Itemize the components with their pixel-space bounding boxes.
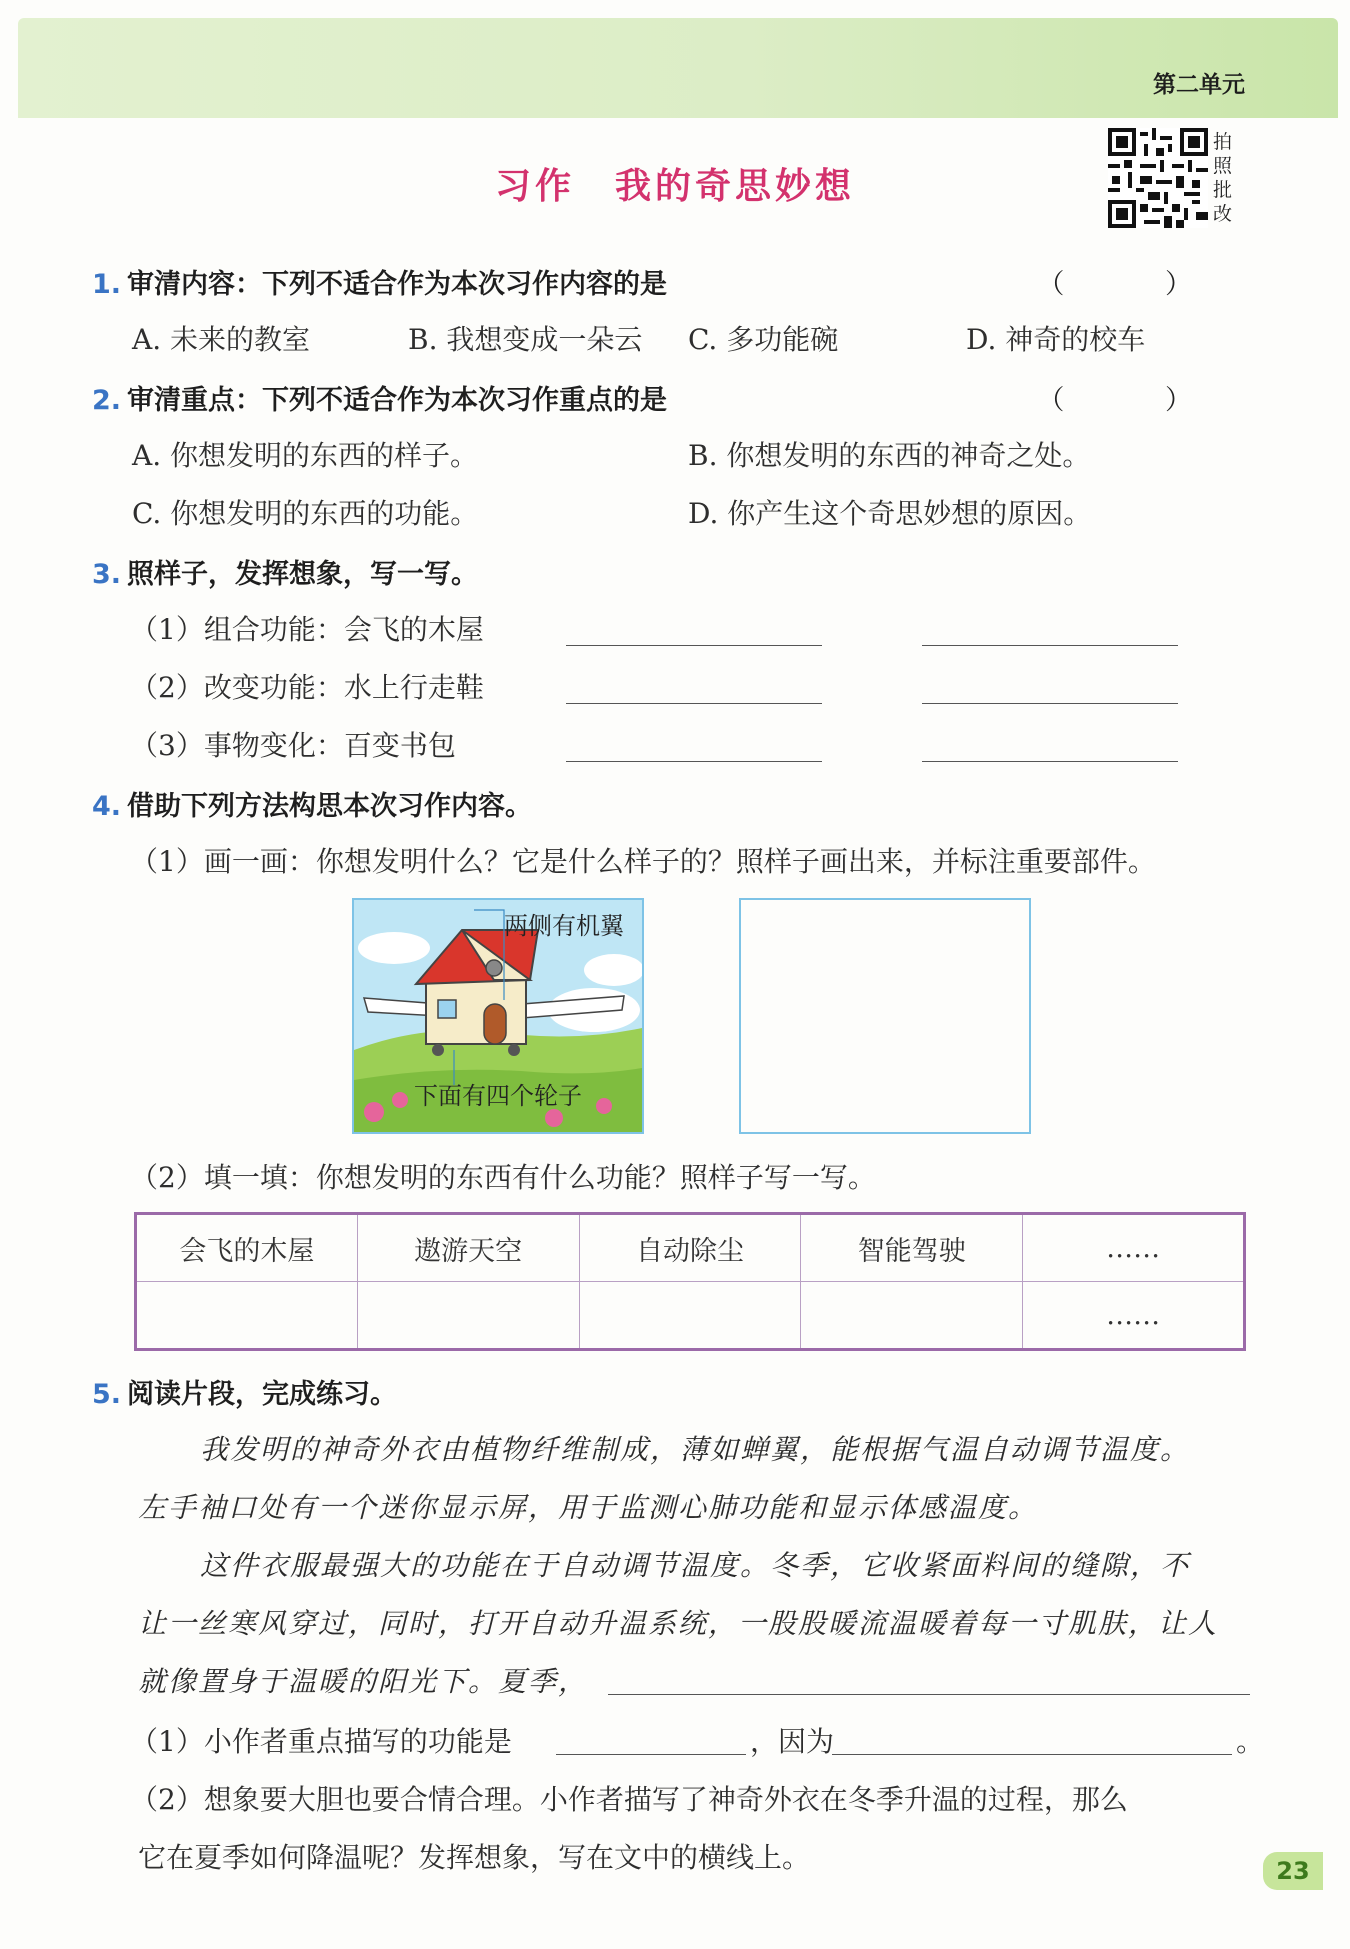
page-number: 23 <box>1263 1852 1323 1890</box>
q4-sub-2: （2）填一填：你想发明的东西有什么功能？照样子写一写。 <box>130 1161 876 1194</box>
fig-label-wings: 两侧有机翼 <box>504 912 624 940</box>
passage-line: 让一丝寒风穿过，同时，打开自动升温系统，一股股暖流温暖着每一寸肌肤，让人 <box>138 1607 1219 1640</box>
q1-option-c[interactable]: C. 多功能碗 <box>688 323 839 356</box>
question-1-text: 审清内容：下列不适合作为本次习作内容的是 <box>127 269 668 300</box>
answer-paren-2[interactable]: （ ） <box>1037 385 1238 416</box>
q3-blank-3b[interactable] <box>922 761 1178 762</box>
question-2-number: 2. <box>92 385 122 416</box>
table-cell: 智能驾驶 <box>801 1214 1023 1282</box>
question-3 <box>92 552 478 591</box>
q3-blank-3a[interactable] <box>566 761 822 762</box>
drawing-area[interactable] <box>739 898 1031 1134</box>
table-cell: …… <box>1023 1282 1245 1350</box>
qr-code-icon[interactable] <box>1108 128 1208 228</box>
question-1-number: 1. <box>92 269 122 300</box>
fig-label-wheels: 下面有四个轮子 <box>414 1082 582 1110</box>
q1-option-b[interactable]: B. 我想变成一朵云 <box>408 323 643 356</box>
q3-item-3: （3）事物变化：百变书包 <box>130 729 456 762</box>
q3-blank-1b[interactable] <box>922 645 1178 646</box>
question-5-number: 5. <box>92 1379 122 1410</box>
q2-option-b[interactable]: B. 你想发明的东西的神奇之处。 <box>688 439 1091 472</box>
table-cell-input[interactable] <box>136 1282 358 1350</box>
question-2-text: 审清重点：下列不适合作为本次习作重点的是 <box>127 385 668 416</box>
q3-blank-1a[interactable] <box>566 645 822 646</box>
qr-caption: 拍照批改 <box>1213 131 1233 225</box>
q2-option-c[interactable]: C. 你想发明的东西的功能。 <box>132 497 479 530</box>
function-table <box>134 1212 1246 1351</box>
passage-blank[interactable] <box>608 1694 1250 1695</box>
table-cell-input[interactable] <box>579 1282 801 1350</box>
q5-sub-1b: ，因为 <box>750 1725 835 1758</box>
q2-option-a[interactable]: A. 你想发明的东西的样子。 <box>132 439 479 472</box>
header-band <box>18 18 1338 118</box>
table-cell: 遨游天空 <box>357 1214 579 1282</box>
table-cell-input[interactable] <box>801 1282 1023 1350</box>
q3-blank-2b[interactable] <box>922 703 1178 704</box>
passage-line: 我发明的神奇外衣由植物纤维制成，薄如蝉翼，能根据气温自动调节温度。 <box>200 1433 1191 1466</box>
question-2 <box>92 378 667 417</box>
q3-item-2: （2）改变功能：水上行走鞋 <box>130 671 484 704</box>
table-row <box>136 1282 1245 1350</box>
question-4 <box>92 784 532 823</box>
question-3-text: 照样子，发挥想象，写一写。 <box>127 559 479 590</box>
example-illustration <box>352 898 644 1134</box>
question-4-text: 借助下列方法构思本次习作内容。 <box>127 791 533 822</box>
question-5-text: 阅读片段，完成练习。 <box>127 1379 398 1410</box>
passage-line: 这件衣服最强大的功能在于自动调节温度。冬季，它收紧面料间的缝隙，不 <box>200 1549 1191 1582</box>
q1-option-a[interactable]: A. 未来的教室 <box>132 323 311 356</box>
passage-line: 左手袖口处有一个迷你显示屏，用于监测心肺功能和显示体感温度。 <box>138 1491 1039 1524</box>
q5-blank-reason[interactable] <box>832 1754 1232 1755</box>
table-cell: …… <box>1023 1214 1245 1282</box>
passage-line: 就像置身于温暖的阳光下。夏季， <box>138 1665 589 1698</box>
table-cell: 会飞的木屋 <box>136 1214 358 1282</box>
page-title: 习作 我的奇思妙想 <box>494 166 855 207</box>
q4-sub-1: （1）画一画：你想发明什么？它是什么样子的？照样子画出来，并标注重要部件。 <box>130 845 1156 878</box>
q5-blank-function[interactable] <box>556 1754 746 1755</box>
q2-option-d[interactable]: D. 你产生这个奇思妙想的原因。 <box>688 497 1092 530</box>
question-4-number: 4. <box>92 791 122 822</box>
q3-item-1: （1）组合功能：会飞的木屋 <box>130 613 484 646</box>
q5-sub-1a: （1）小作者重点描写的功能是 <box>130 1725 512 1758</box>
table-cell-input[interactable] <box>357 1282 579 1350</box>
q5-sub-2-line1: （2）想象要大胆也要合情合理。小作者描写了神奇外衣在冬季升温的过程，那么 <box>130 1783 1128 1816</box>
table-row <box>136 1214 1245 1282</box>
q3-blank-2a[interactable] <box>566 703 822 704</box>
q5-sub-1c: 。 <box>1236 1725 1265 1758</box>
question-3-number: 3. <box>92 559 122 590</box>
q1-option-d[interactable]: D. 神奇的校车 <box>966 323 1146 356</box>
unit-label: 第二单元 <box>1153 72 1245 98</box>
question-5 <box>92 1372 397 1411</box>
question-1 <box>92 262 667 301</box>
answer-paren-1[interactable]: （ ） <box>1037 269 1238 300</box>
table-cell: 自动除尘 <box>579 1214 801 1282</box>
q5-sub-2-line2: 它在夏季如何降温呢？发挥想象，写在文中的横线上。 <box>138 1841 811 1874</box>
